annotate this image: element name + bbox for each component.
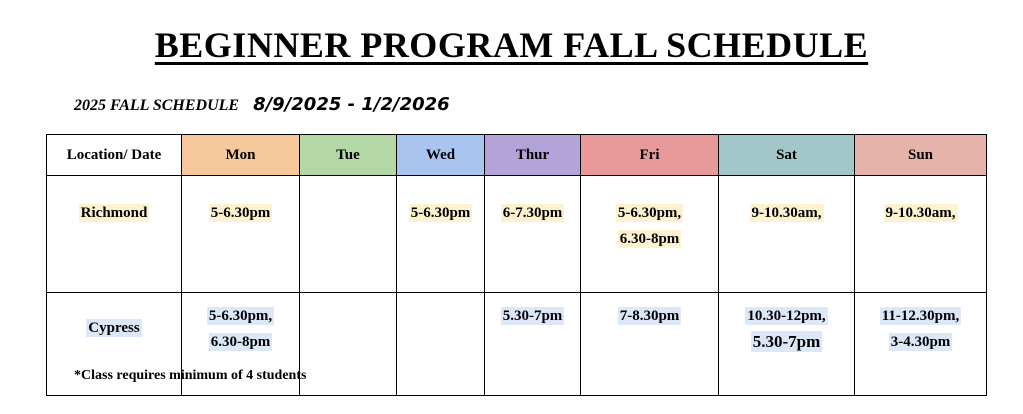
time-cell: [719, 176, 855, 293]
time-slot: 9-10.30am,: [885, 205, 956, 221]
time-cell: [855, 293, 987, 396]
header-sat: Sat: [719, 135, 855, 176]
time-cell: [300, 293, 397, 396]
table-row: [47, 176, 987, 293]
time-cell: [719, 293, 855, 396]
header-row: [47, 135, 987, 176]
time-slot: 7-8.30pm: [619, 308, 680, 324]
time-cell: [485, 293, 581, 396]
time-cell: [485, 176, 581, 293]
header-wed: Wed: [397, 135, 485, 176]
time-slot: 5-6.30pm,: [208, 308, 273, 324]
time-slot: 5-6.30pm,: [617, 205, 682, 221]
time-cell: [581, 293, 719, 396]
header-fri: Fri: [581, 135, 719, 176]
time-slot: 5-6.30pm: [210, 205, 271, 221]
schedule-label: 2025 FALL SCHEDULE: [74, 97, 240, 114]
time-cell: [300, 176, 397, 293]
schedule-subtitle: [74, 94, 450, 115]
time-slot: 3-4.30pm: [890, 334, 951, 350]
time-slot: 5-6.30pm: [410, 205, 471, 221]
time-cell: [855, 176, 987, 293]
header-sun: Sun: [855, 135, 987, 176]
time-slot: 6.30-8pm: [210, 334, 271, 350]
location-name: Richmond: [80, 205, 148, 221]
time-cell: [581, 176, 719, 293]
footnote: *Class requires minimum of 4 students: [74, 368, 307, 383]
time-slot: 5.30-7pm: [752, 332, 821, 351]
time-slot: 11-12.30pm,: [881, 308, 960, 324]
header-tue: Tue: [300, 135, 397, 176]
schedule-dates: 8/9/2025 - 1/2/2026: [253, 94, 450, 115]
time-slot: 9-10.30am,: [751, 205, 822, 221]
time-slot: 5.30-7pm: [502, 308, 563, 324]
time-cell: [182, 176, 300, 293]
location-cell: [47, 176, 182, 293]
time-cell: [397, 176, 485, 293]
location-name: Cypress: [88, 320, 140, 336]
header-location: Location/ Date: [47, 135, 182, 176]
time-slot: 10.30-12pm,: [747, 308, 826, 324]
header-thur: Thur: [485, 135, 581, 176]
header-mon: Mon: [182, 135, 300, 176]
time-slot: 6-7.30pm: [502, 205, 563, 221]
schedule-table: [46, 134, 987, 396]
time-cell: [397, 293, 485, 396]
page-title: BEGINNER PROGRAM FALL SCHEDULE: [154, 25, 869, 65]
time-slot: 6.30-8pm: [619, 231, 680, 247]
